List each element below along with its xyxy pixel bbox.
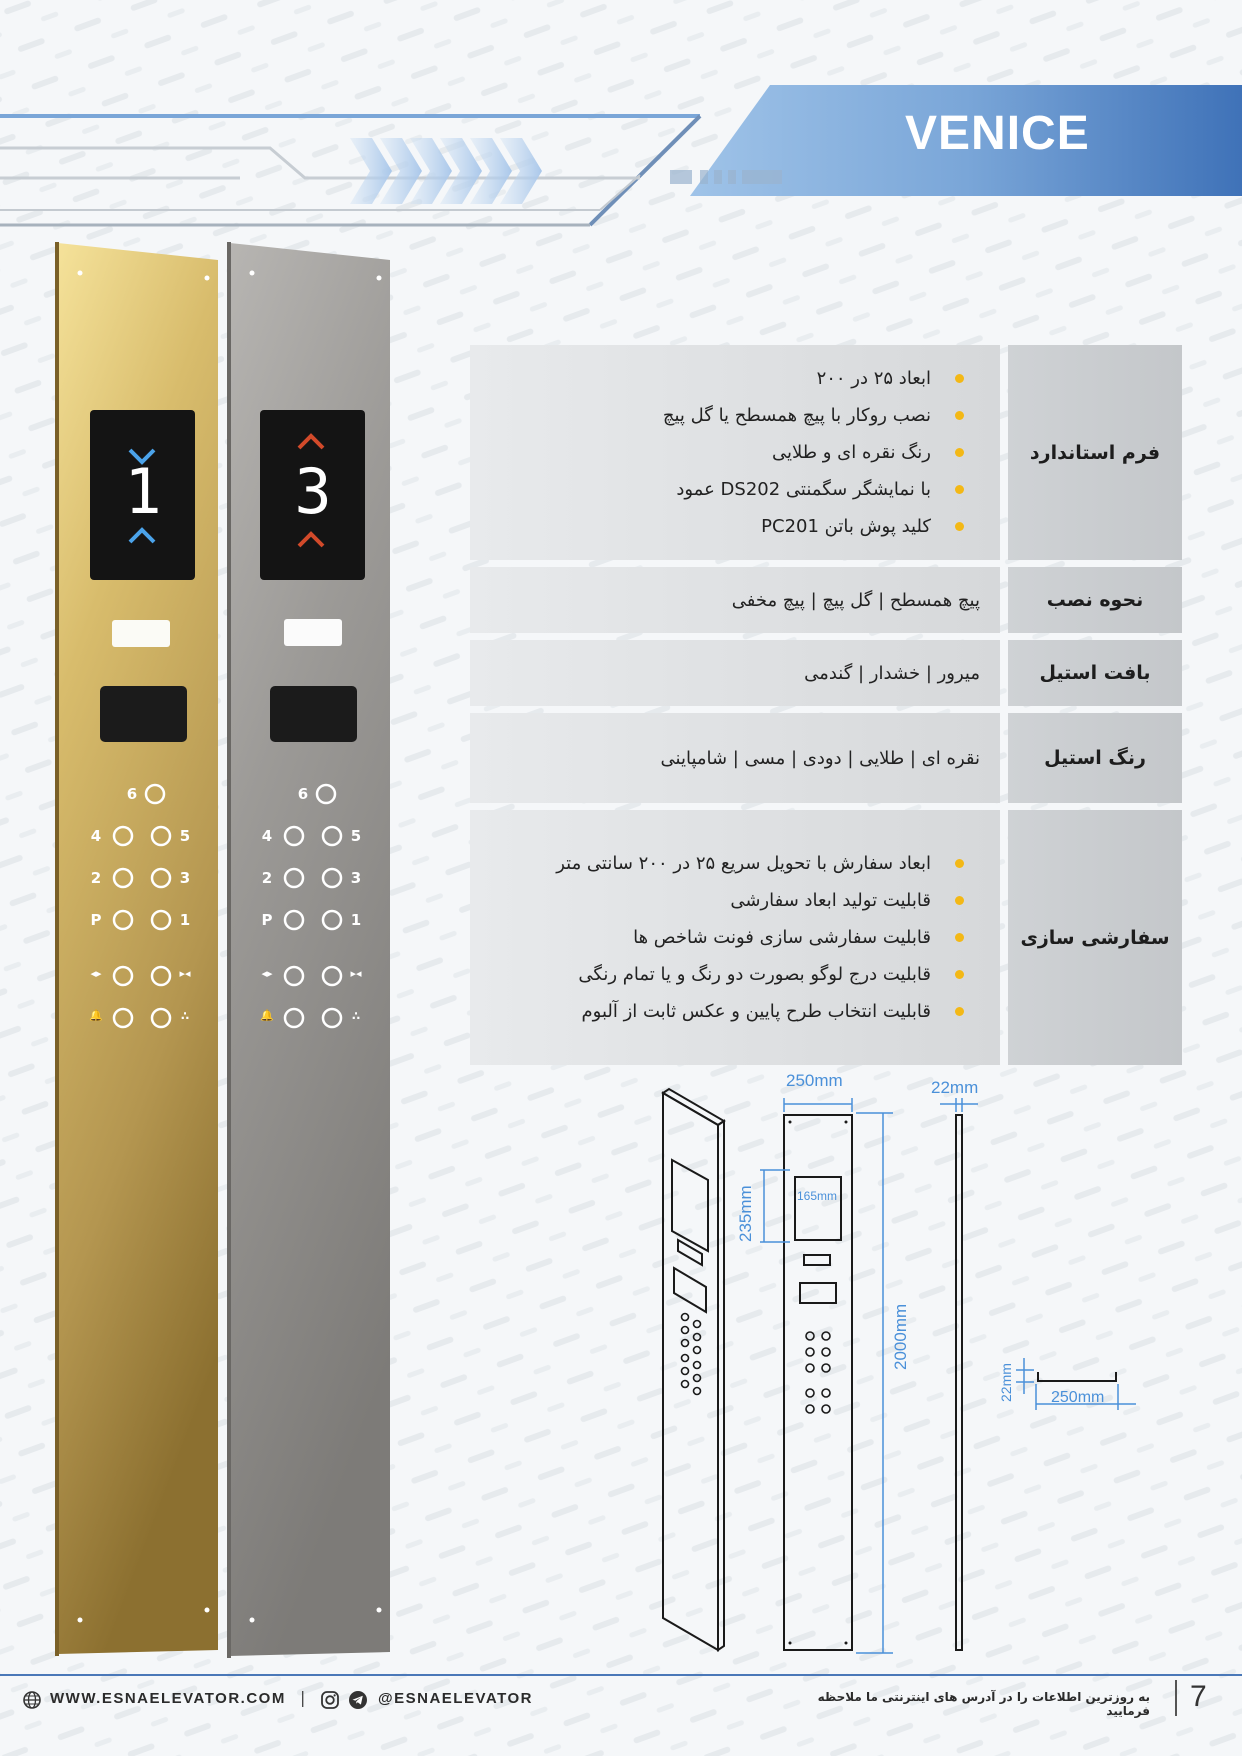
footer-social-handle[interactable]: @ESNAELEVATOR [378, 1690, 533, 1707]
installation-value: پیچ همسطح | گل پیچ | پیچ مخفی [731, 589, 980, 611]
gold-floor-digit: 1 [124, 455, 162, 528]
list-item: با نمایشگر سگمنتی DS202 عمود [663, 471, 964, 508]
gold-panel-surface [55, 240, 220, 1660]
instagram-icon[interactable] [320, 1690, 340, 1710]
bullet-dot-icon [955, 896, 964, 905]
spec-key-color: رنگ استیل [1008, 713, 1182, 803]
color-value: نقره ای | طلایی | دودی | مسی | شامپاینی [660, 747, 980, 769]
bullet-dot-icon [955, 448, 964, 457]
standard-bullet-list [663, 345, 964, 560]
spec-row-color [470, 713, 1182, 803]
spec-key-standard: فرم استاندارد [1008, 345, 1182, 560]
spec-key-installation: نحوه نصب [1008, 567, 1182, 633]
list-item: قابلیت درج لوگو بصورت دو رنگ و یا تمام رنگی [556, 956, 964, 993]
gold-label-4: 4 [90, 827, 102, 845]
silver-label-5: 5 [350, 827, 362, 845]
globe-icon [22, 1690, 42, 1710]
gold-label-6: 6 [126, 785, 138, 803]
silver-label-3: 3 [350, 869, 362, 887]
page-title: VENICE [905, 107, 1090, 160]
bullet-dot-icon [955, 485, 964, 494]
customization-bullet-list [556, 810, 964, 1065]
list-item: کلید پوش باتن PC201 [663, 508, 964, 545]
silver-label-6: 6 [297, 785, 309, 803]
bullet-dot-icon [955, 1007, 964, 1016]
texture-value: میرور | خشدار | گندمی [804, 662, 980, 684]
silver-panel-surface [227, 240, 392, 1660]
gold-label-alarm: 🔔 [89, 1009, 103, 1022]
gold-label-1: 1 [179, 911, 191, 929]
gold-label-open: ◂▸ [90, 967, 102, 980]
spec-value-cell [470, 810, 1000, 1065]
gold-label-close: ▸◂ [179, 967, 191, 980]
silver-label-4: 4 [261, 827, 273, 845]
spec-row-texture [470, 640, 1182, 706]
page-number: 7 [1190, 1680, 1207, 1713]
footer-website[interactable]: WWW.ESNAELEVATOR.COM [50, 1690, 286, 1707]
page-number-divider [1175, 1680, 1177, 1716]
telegram-icon[interactable] [348, 1690, 368, 1710]
dim-front-width: 250mm [786, 1071, 843, 1090]
gold-label-p: P [90, 911, 102, 929]
list-item: رنگ نقره ای و طلایی [663, 434, 964, 471]
gold-label-2: 2 [90, 869, 102, 887]
dim-display-height: 235mm [736, 1185, 755, 1242]
bullet-dot-icon [955, 522, 964, 531]
dim-total-height: 2000mm [891, 1303, 910, 1370]
spec-value-cell [470, 640, 1000, 706]
silver-label-1: 1 [350, 911, 362, 929]
technical-drawing [640, 1060, 1160, 1660]
list-item: قابلیت سفارشی سازی فونت شاخص ها [556, 919, 964, 956]
list-item: ابعاد سفارش با تحویل سریع ۲۵ در ۲۰۰ سانتی متر [556, 845, 964, 882]
silver-label-open: ◂▸ [261, 967, 273, 980]
silver-label-close: ▸◂ [350, 967, 362, 980]
silver-label-p: P [261, 911, 273, 929]
spec-key-customization: سفارشی سازی [1008, 810, 1182, 1065]
list-item: نصب روکار با پیچ همسطح یا گل پیچ [663, 397, 964, 434]
gold-label-fan: ∴ [180, 1009, 190, 1023]
spec-row-standard [470, 345, 1182, 560]
dim-depth: 22mm [931, 1078, 979, 1097]
silver-panel-image [227, 240, 392, 1660]
dim-section-width: 250mm [1051, 1389, 1105, 1406]
spec-value-cell [470, 345, 1000, 560]
spec-row-customization [470, 810, 1182, 1065]
spec-value-cell [470, 713, 1000, 803]
silver-label-fan: ∴ [351, 1009, 361, 1023]
list-item: قابلیت تولید ابعاد سفارشی [556, 882, 964, 919]
gold-label-5: 5 [179, 827, 191, 845]
bullet-dot-icon [955, 859, 964, 868]
footer-divider [0, 1674, 1242, 1676]
spec-row-installation [470, 567, 1182, 633]
bullet-dot-icon [955, 411, 964, 420]
dim-display-width: 165mm [797, 1189, 838, 1203]
bullet-dot-icon [955, 970, 964, 979]
list-item: ابعاد ۲۵ در ۲۰۰ [663, 360, 964, 397]
footer-note: به روزترین اطلاعات را در آدرس های اینترنتی ما ملاحظه فرمایید [817, 1690, 1150, 1718]
silver-floor-digit: 3 [294, 455, 332, 528]
spec-value-cell [470, 567, 1000, 633]
bullet-dot-icon [955, 374, 964, 383]
bullet-dot-icon [955, 933, 964, 942]
silver-label-2: 2 [261, 869, 273, 887]
silver-label-alarm: 🔔 [260, 1009, 274, 1022]
list-item: قابلیت انتخاب طرح پایین و عکس ثابت از آلبوم [556, 993, 964, 1030]
gold-panel-image [55, 240, 220, 1660]
gold-label-3: 3 [179, 869, 191, 887]
footer-separator: | [300, 1688, 306, 1707]
spec-key-texture: بافت استیل [1008, 640, 1182, 706]
dim-section-depth: 22mm [998, 1363, 1014, 1402]
